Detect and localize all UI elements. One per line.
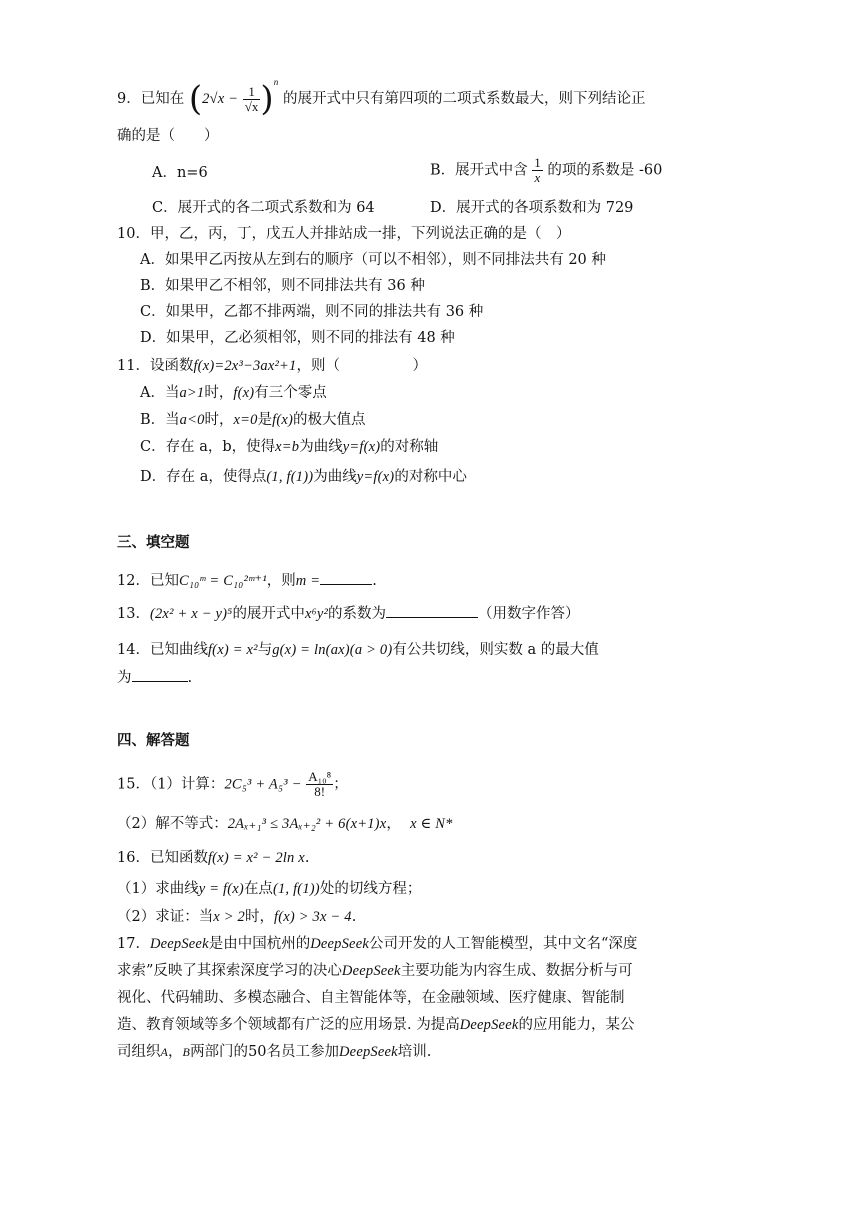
q17-line5: 司组织A，B两部门的50名员工参加DeepSeek培训.: [117, 1044, 432, 1060]
section-title-fill-in: 三、填空题: [117, 534, 190, 551]
q9-option-b: B．展开式中含 $\frac{1}{x}$ 的项的系数是 -60: [430, 155, 663, 185]
q14-line2: 为 .: [117, 667, 192, 689]
q14-answer-blank[interactable]: [132, 667, 188, 682]
q10-option-b: B．如果甲乙不相邻，则不同排法共有 36 种: [140, 278, 425, 294]
q9-option-a: A．n=6: [152, 165, 208, 181]
q17-line3: 视化、代码辅助、多模态融合、自主智能体等，在金融领域、医疗健康、智能制: [117, 990, 625, 1006]
q9-expr: 2√x −: [202, 91, 239, 107]
q15-fraction: $\frac{\text{A₁₀⁸}}{8!}$: [308, 769, 332, 799]
q12-answer-blank[interactable]: [320, 570, 372, 585]
q10-option-d: D．如果甲，乙必须相邻，则不同的排法有 48 种: [140, 330, 455, 346]
q9-option-b-fraction: $\frac{1}{x}$: [534, 155, 541, 185]
q17-line2: 求索”反映了其探索深度学习的决心DeepSeek主要功能为内容生成、数据分析与可: [117, 963, 633, 979]
q9-stem: [117, 77, 646, 119]
q11-option-b: B．当a<0时，x=0是f(x)的极大值点: [140, 412, 366, 428]
q11-option-d: D．存在 a，使得点(1, f(1))为曲线y=f(x)的对称中心: [140, 469, 467, 485]
q17-line1: 17．DeepSeek是由中国杭州的DeepSeek公司开发的人工智能模型，其中文名“深度: [117, 936, 638, 952]
q11-stem: 11．设函数f(x)=2x³−3ax²+1，则（ ）: [117, 358, 427, 374]
q10-option-a: A．如果甲乙丙按从左到右的顺序（可以不相邻），则不同排法共有 20 种: [140, 252, 606, 268]
q9-fraction: $\frac{1}{√x}$: [244, 83, 259, 114]
left-paren: (: [188, 79, 203, 119]
q14: 14．已知曲线f(x) = x²与g(x) = ln(ax)(a > 0)有公共切线，则实数 a 的最大值: [117, 642, 599, 658]
q16-part1: （1）求曲线y = f(x)在点(1, f(1))处的切线方程；: [117, 881, 422, 897]
q11-function: f(x)=2x³−3ax²+1: [193, 358, 297, 374]
q16-stem: 16．已知函数f(x) = x² − 2ln x.: [117, 850, 310, 866]
q11-option-c: C．存在 a，b，使得x=b为曲线y=f(x)的对称轴: [140, 439, 439, 455]
q13-answer-blank[interactable]: [386, 603, 478, 618]
q9-stem-line2: 确的是（ ）: [117, 128, 219, 144]
q9-number: 9．已知在: [117, 91, 185, 107]
q11-option-a: A．当a>1时，f(x)有三个零点: [140, 385, 327, 401]
q15-part1: 15．（1）计算：2C₅³ + A₅³ − $\frac{\text{A₁₀⁸}}{8!}$ ；: [117, 769, 348, 799]
q15-part2: （2）解不等式：2Aₓ₊₁³ ≤ 3Aₓ₊₂² + 6(x+1)x， x ∈ N*: [117, 816, 453, 832]
q9-option-d: D．展开式的各项系数和为 729: [430, 200, 634, 216]
section-title-solutions: 四、解答题: [117, 732, 190, 749]
q17-line4: 造、教育领域等多个领域都有广泛的应用场景. 为提高DeepSeek的应用能力，某公: [117, 1017, 635, 1033]
q10-stem: 10．甲，乙，丙，丁，戊五人并排站成一排，下列说法正确的是（ ）: [117, 226, 571, 242]
q9-option-c: C．展开式的各二项式系数和为 64: [152, 200, 375, 216]
q9-power: n: [273, 77, 279, 88]
q9-text: 的展开式中只有第四项的二项式系数最大，则下列结论正: [283, 91, 646, 107]
right-paren: ): [260, 79, 274, 119]
q10-option-c: C．如果甲，乙都不排两端，则不同的排法共有 36 种: [140, 304, 484, 320]
q16-part2: （2）求证：当x > 2时，f(x) > 3x − 4.: [117, 909, 357, 925]
q12: 12．已知C₁₀ᵐ = C₁₀²ᵐ⁺¹，则m = .: [117, 570, 377, 592]
q13: 13．(2x² + x − y)⁵的展开式中x⁶y²的系数为 （用数字作答）: [117, 603, 580, 625]
